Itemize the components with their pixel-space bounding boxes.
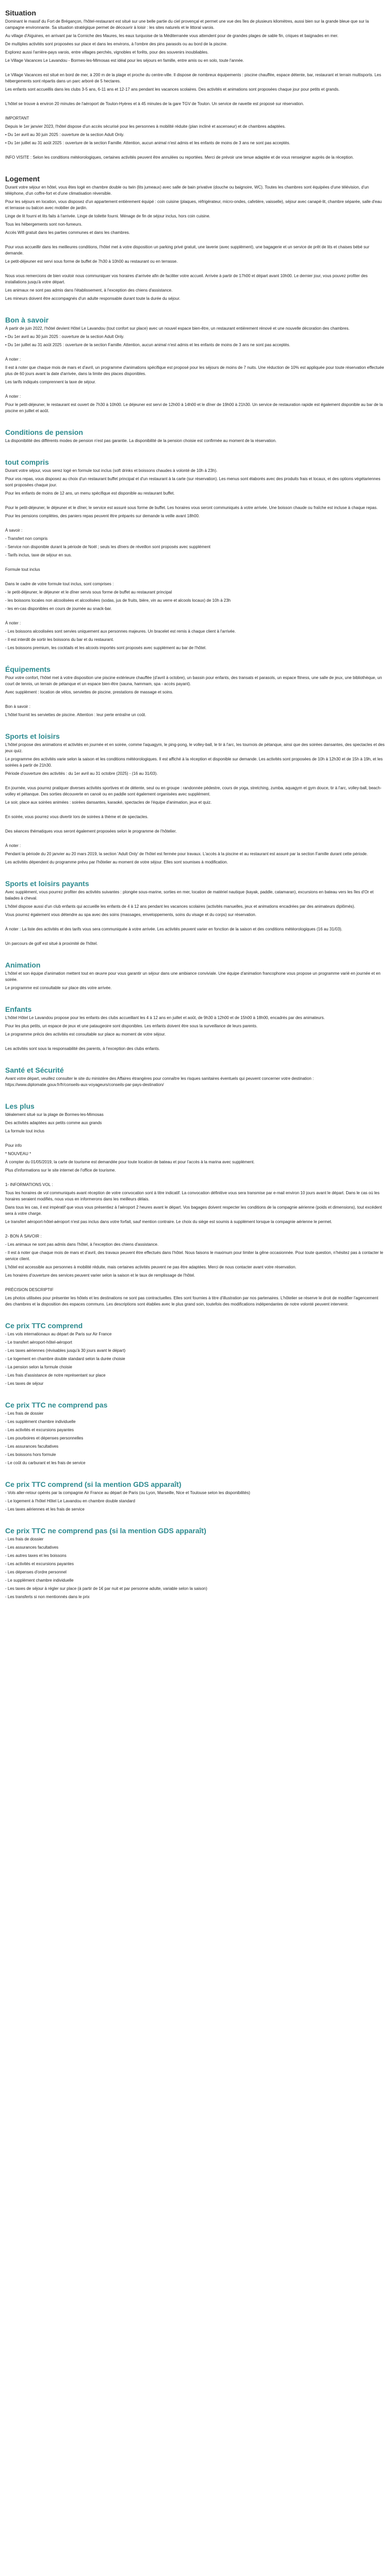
paragraph: À noter :: [5, 843, 21, 848]
paragraph: - Les supplément chambre individuelle: [5, 1419, 76, 1424]
paragraph: Pour les séjours en location, vous disposez d'un appartement entièrement équipé : coin cuisine (plaques, réfrigérateur, micro-ondes, cafetière, vaisselle), séjour avec canapé-lit, chambre séparée, salle d'eau et terrasse ou balcon avec mobilier de jardin.: [5, 199, 382, 210]
paragraph: Le petit-déjeuner est servi sous forme de buffet de 7h30 à 10h00 au restaurant ou en terrasse.: [5, 259, 178, 264]
paragraph: Pour vos repas, vous disposez au choix d'un restaurant buffet principal et d'un restaurant à la carte (sur réservation). Les menus sont élaborés avec des produits frais et locaux, et des options végétariennes sont proposées chaque jour.: [5, 477, 381, 487]
paragraph: Les activités sont sous la responsabilité des parents, à l'exception des clubs enfants.: [5, 1046, 160, 1051]
paragraph: - Transfert non compris: [5, 536, 48, 541]
spacer: [5, 1602, 386, 1608]
spacer: [5, 1389, 386, 1395]
section-5: [5, 174, 386, 244]
paragraph: - Les taxes aériennes et les frais de service: [5, 1507, 85, 1512]
section-17: [5, 620, 386, 659]
paragraph: - Les animaux ne sont pas admis dans l'hôtel, à l'exception des chiens d'assistance.: [5, 1242, 159, 1247]
section-title: Ce prix TTC comprend (si la mention GDS apparaît): [5, 1480, 182, 1488]
paragraph: Dans le cadre de votre formule tout inclus, sont comprises :: [5, 582, 114, 586]
paragraph: - Les boissons premium, les cocktails et les alcools importés sont proposés avec supplément au bar de l'hôtel.: [5, 646, 207, 650]
spacer: [5, 720, 386, 726]
paragraph: - Les taxes aériennes (révisables jusqu'à 30 jours avant le départ): [5, 1348, 126, 1353]
paragraph: • Du 1er juillet au 31 août 2025 : ouverture de la section Famille. Attention, aucun animal n'est admis et les enfants de moins de 3 ans ne sont pas acceptés.: [5, 141, 290, 145]
spacer: [5, 1137, 386, 1143]
paragraph: Vous pourrez également vous détendre au spa avec des soins (massages, enveloppements, soins du visage et du corps) sur réservation.: [5, 912, 256, 917]
paragraph: Pour le petit-déjeuner, le déjeuner et le dîner, le service est assuré sous forme de buffet. Les horaires vous seront communiqués à votre arrivée. Une boisson chaude ou fraîche est incluse à chaque repas.: [5, 505, 378, 510]
paragraph: À compter du 01/05/2019, la carte de tourisme est demandée pour toute location de bateau et pour l'accès à la marina avec supplément.: [5, 1160, 255, 1164]
paragraph: - Les assurances facultatives: [5, 1444, 59, 1449]
section-title: Conditions de pension: [5, 428, 83, 436]
section-35: [5, 1233, 386, 1287]
paragraph: - Les taxes de séjour: [5, 1381, 44, 1386]
spacer: [5, 561, 386, 567]
section-12: [5, 457, 386, 505]
spacer: [5, 446, 386, 452]
paragraph: À noter :: [5, 357, 21, 362]
paragraph: Les activités dépendent du programme prévu par l'hôtelier au moment de votre séjour. Elles sont soumises à modification.: [5, 860, 228, 865]
section-title: Santé et Sécurité: [5, 1066, 64, 1074]
paragraph: Les horaires d'ouverture des services peuvent varier selon la saison et le taux de remplissage de l'hôtel.: [5, 1273, 196, 1278]
spacer: [5, 779, 386, 785]
spacer: [5, 499, 386, 505]
section-15: [5, 567, 386, 581]
paragraph: À noter :: [5, 394, 21, 399]
section-title: Les plus: [5, 1102, 35, 1110]
paragraph: À noter : La liste des activités et des tarifs vous sera communiquée à votre arrivée. Les activités peuvent varier en fonction de la saison et des conditions météorologiques (16 au 31/03).: [5, 927, 343, 931]
paragraph: - Les boissons alcoolisées sont servies uniquement aux personnes majeures. Un bracelet est remis à chaque client à l'arrivée.: [5, 629, 236, 634]
paragraph: - Les taxes de séjour à régler sur place (à partir de 1€ par nuit et par personne adulte, variable selon la saison): [5, 1586, 207, 1591]
paragraph: IMPORTANT: [5, 116, 29, 121]
paragraph: - Les frais d'assistance de notre représentant sur place: [5, 1373, 106, 1378]
paragraph: - Les transferts si non mentionnés dans le prix: [5, 1595, 90, 1599]
paragraph: Dominant le massif du Fort de Brégançon, l'hôtel-restaurant est situé sur une belle partie du ciel provençal et permet une vue des îles de plusieurs kilomètres, aussi bien sur la grande bleue que sur la campagne environnante. Sa situation stratégique permet de découvrir à loisir : les sites naturels et le littoral varois.: [5, 19, 369, 30]
paragraph: Le programme précis des activités est consultable sur place au moment de votre séjour.: [5, 1032, 166, 1037]
paragraph: Pour les pensions complètes, des paniers repas peuvent être préparés sur demande la veille avant 18h00.: [5, 514, 200, 518]
paragraph: 1- INFORMATIONS VOL :: [5, 1182, 53, 1187]
section-36: [5, 1287, 386, 1316]
paragraph: Les animaux ne sont pas admis dans l'établissement, à l'exception des chiens d'assistance.: [5, 288, 173, 293]
spacer: [5, 1281, 386, 1287]
paragraph: - Les frais de dossier: [5, 1411, 44, 1416]
spacer: [5, 1054, 386, 1060]
paragraph: En journée, vous pourrez pratiquer diverses activités sportives et de détente, seul ou en groupe : randonnée pédestre, cours de yoga, stretching, zumba, aquagym et gym douce, tir à l'arc, volley-ball, beach-volley et pétanque. Des sorties découverte en canoë ou en paddle sont également organisées avec supplément.: [5, 786, 382, 796]
spacer: [5, 304, 386, 310]
paragraph: Des séances thématiques vous seront également proposées selon le programme de l'hôtelier.: [5, 829, 177, 834]
paragraph: L'hôtel propose des animations et activités en journée et en soirée, comme l'aquagym, le ping-pong, le volley-ball, le tir à l'arc, les tournois de pétanque, ainsi que des soirées dansantes, des spectacles et des jeux quiz.: [5, 742, 385, 753]
section-20: [5, 732, 386, 785]
section-title: Animation: [5, 961, 41, 969]
paragraph: Durant votre séjour, vous serez logé en formule tout inclus (soft drinks et boissons chaudes à volonté de 10h à 23h).: [5, 468, 218, 473]
spacer: [5, 1468, 386, 1475]
paragraph: Au village d'Aiguines, en arrivant par la Corniche des Maures, les eaux turquoise de la Méditerranée vous attendent pour de grandes plages de sable fin, criques et baignades en mer.: [5, 33, 338, 38]
spacer: [5, 920, 386, 926]
paragraph: - Les boissons hors formule: [5, 1452, 56, 1457]
spacer: [5, 614, 386, 620]
section-33: [5, 1143, 386, 1182]
section-39: [5, 1480, 386, 1521]
paragraph: Pour les enfants de moins de 12 ans, un menu spécifique est disponible au restaurant buffet.: [5, 491, 175, 496]
section-11: [5, 428, 386, 452]
paragraph: - Les autres taxes et les boissons: [5, 1553, 67, 1558]
paragraph: De multiples activités sont proposées sur place et dans les environs, à l'ombre des pins parasols ou au bord de la piscine.: [5, 42, 228, 46]
paragraph: L'hôtel dispose aussi d'un club enfants qui accueille les enfants de 4 à 12 ans pendant les vacances scolaires (activités manuelles, jeux et animations encadrées par des animateurs diplômés).: [5, 904, 355, 909]
section-31: [5, 1065, 386, 1096]
paragraph: - les boissons locales non alcoolisées et alcoolisées (sodas, jus de fruits, bière, vin au verre et alcools locaux) de 10h à 23h: [5, 598, 231, 603]
spacer: [5, 163, 386, 169]
section-0: [5, 8, 386, 72]
paragraph: Les mineurs doivent être accompagnés d'un adulte responsable durant toute la durée du séjour.: [5, 296, 181, 301]
spacer: [5, 66, 386, 72]
paragraph: Bon à savoir :: [5, 704, 30, 709]
spacer: [5, 1176, 386, 1182]
section-30: [5, 1046, 386, 1060]
paragraph: Pour le petit-déjeuner, le restaurant est ouvert de 7h30 à 10h00. Le déjeuner est servi de 12h00 à 14h00 et le dîner de 19h00 à 21h30. Un service de restauration rapide est également disponible au bar de la piscine en juillet et août.: [5, 402, 383, 413]
paragraph: - Vols aller-retour opérés par la compagnie Air France au départ de Paris (ou Lyon, Marseille, Nice et Toulouse selon les disponibilités): [5, 1490, 250, 1495]
paragraph: L'hôtel se trouve à environ 20 minutes de l'aéroport de Toulon-Hyères et à 45 minutes de la gare TGV de Toulon. Un service de navette est proposé sur réservation.: [5, 101, 304, 106]
spacer: [5, 95, 386, 101]
section-title: Sports et loisirs: [5, 732, 60, 740]
spacer: [5, 1515, 386, 1521]
paragraph: - Service non disponible durant la période de Noël ; seuls les dîners de réveillon sont proposés avec supplément: [5, 545, 211, 549]
spacer: [5, 416, 386, 422]
paragraph: En soirée, vous pourrez vous divertir lors de soirées à thème et de spectacles.: [5, 815, 149, 819]
paragraph: - Les pourboires et dépenses personnelles: [5, 1436, 84, 1440]
paragraph: - Le transfert aéroport-hôtel-aéroport: [5, 1340, 72, 1345]
paragraph: INFO VISITE : Selon les conditions météorologiques, certaines activités peuvent être annulées ou reportées. Merci de prévoir une tenue adaptée et de vous renseigner auprès de la réception.: [5, 155, 354, 160]
paragraph: L'hôtel est accessible aux personnes à mobilité réduite, mais certaines activités peuvent ne pas être adaptées. Merci de nous contacter avant votre réservation.: [5, 1265, 297, 1269]
section-14: [5, 528, 386, 567]
section-title: Situation: [5, 9, 36, 17]
paragraph: Avec supplément : location de vélos, serviettes de piscine, prestations de massage et soins.: [5, 690, 173, 694]
section-22: [5, 814, 386, 828]
paragraph: Des activités adaptées aux petits comme aux grands: [5, 1121, 102, 1125]
section-9: [5, 357, 386, 394]
paragraph: Les photos utilisées pour présenter les hôtels et les destinations ne sont pas contractuelles. Elles sont fournies à titre d'illustration par nos partenaires. L'hôtelier se réserve le droit de modifier l'agencement des chambres et la disposition des espaces communs. Les descriptions sont établies avec le plus grand soin, toutefois des modifications indépendantes de notre volonté peuvent intervenir.: [5, 1296, 379, 1307]
paragraph: À savoir :: [5, 528, 23, 533]
paragraph: Il est à noter que chaque mois de mars et d'avril, un programme d'animations spécifique est proposé pour les séjours de moins de 7 nuits. Une réduction de 10% est appliquée pour toute réservation effectuée plus de 60 jours avant la date d'arrivée, dans la limite des places disponibles.: [5, 365, 384, 376]
section-29: [5, 1005, 386, 1046]
paragraph: Avec supplément, vous pourrez profiter des activités suivantes : plongée sous-marine, sorties en mer, location de matériel nautique (kayak, paddle, catamaran), excursions en bateau vers les îles d'Or et balades à cheval.: [5, 890, 374, 901]
paragraph: À partir de juin 2022, l'hôtel devient Hôtel Le Lavandou (tout confort sur place) avec un nouvel espace bien-être, un restaurant entièrement rénové et une nouvelle décoration des chambres.: [5, 326, 350, 331]
paragraph: Plus d'informations sur le site internet de l'office de tourisme.: [5, 1168, 116, 1173]
paragraph: Idéalement situé sur la plage de Bormes-les-Mimosas: [5, 1112, 104, 1117]
spacer: [5, 822, 386, 828]
section-10: [5, 394, 386, 422]
paragraph: - le petit-déjeuner, le déjeuner et le dîner servis sous forme de buffet au restaurant principal: [5, 590, 172, 595]
section-24: [5, 843, 386, 874]
section-title: Logement: [5, 175, 40, 183]
spacer: [5, 521, 386, 528]
section-13: [5, 505, 386, 528]
paragraph: Un parcours de golf est situé à proximité de l'hôtel.: [5, 941, 98, 946]
paragraph: L'hôtel fournit les serviettes de piscine. Attention : leur perte entraîne un coût.: [5, 713, 146, 717]
spacer: [5, 1227, 386, 1233]
section-16: [5, 581, 386, 620]
section-18: [5, 665, 386, 704]
paragraph: Le Village Vacances Le Lavandou - Bormes-les-Mimosas est idéal pour les séjours en famille, entre amis ou en solo, toute l'année.: [5, 58, 244, 63]
paragraph: Durant votre séjour en hôtel, vous êtes logé en chambre double ou twin (lits jumeaux) avec salle de bain privative (douche ou baignoire, WC). Toutes les chambres sont équipées d'une télévision, d'un téléphone, d'un coffre-fort et d'une climatisation réversible.: [5, 185, 369, 196]
section-title: Ce prix TTC ne comprend pas (si la mention GDS apparaît): [5, 1527, 206, 1535]
paragraph: - Les vols internationaux au départ de Paris sur Air France: [5, 1332, 112, 1336]
section-37: [5, 1321, 386, 1395]
spacer: [5, 949, 386, 955]
paragraph: • Du 1er avril au 30 juin 2025 : ouverture de la section Adult Only.: [5, 132, 124, 137]
paragraph: - Les activités et excursions payantes: [5, 1562, 74, 1566]
paragraph: Le transfert aéroport-hôtel-aéroport n'est pas inclus dans votre forfait, sauf mention contraire. Le choix du siège est soumis à supplément lorsque la compagnie aérienne le permet.: [5, 1219, 332, 1224]
paragraph: Le programme des activités varie selon la saison et les conditions météorologiques. Il est affiché à la réception et disponible sur demande. Les activités sont proposées de 10h à 12h30 et de 15h à 19h, et les soirées à partir de 21h30.: [5, 757, 383, 768]
paragraph: Explorez aussi l'arrière-pays varois, entre villages perchés, vignobles et forêts, pour des souvenirs inoubliables.: [5, 50, 209, 55]
paragraph: - La pension selon la formule choisie: [5, 1365, 72, 1369]
spacer: [5, 267, 386, 273]
paragraph: PRÉCISION DESCRIPTIF: [5, 1287, 54, 1292]
paragraph: L'hôtel Hôtel Le Lavandou propose pour les enfants des clubs accueillant les 4 à 12 ans en juillet et août, de 9h30 à 12h00 et de 15h00 à 18h00, encadrés par des animateurs.: [5, 1015, 325, 1020]
paragraph: Dans tous les cas, il est impératif que vous vous présentiez à l'aéroport 2 heures avant le départ. Vos bagages doivent respecter les conditions de la compagnie aérienne (poids et dimensions), tout excédent sera à votre charge.: [5, 1205, 382, 1216]
paragraph: Nous vous remercions de bien vouloir nous communiquer vos horaires d'arrivée afin de faciliter votre accueil. Arrivée à partir de 17h00 et départ avant 10h00. Le dernier jour, vous pouvez profiter des installations jusqu'à votre départ.: [5, 274, 368, 284]
paragraph: L'hôtel et son équipe d'animation mettent tout en œuvre pour vous garantir un séjour dans une ambiance conviviale. Une équipe d'animation francophone vous propose un programme varié en journée et en soirée.: [5, 971, 381, 982]
paragraph: • Du 1er avril au 30 juin 2025 : ouverture de la section Adult Only.: [5, 334, 124, 339]
paragraph: - Les assurances facultatives: [5, 1545, 59, 1550]
section-title: Sports et loisirs payants: [5, 879, 89, 888]
paragraph: Pour les plus petits, un espace de jeux et une pataugeoire sont disponibles. Les enfants doivent être sous la surveillance de leurs parents.: [5, 1024, 258, 1028]
paragraph: - Le logement à l'hôtel Hôtel Le Lavandou en chambre double standard: [5, 1499, 135, 1503]
spacer: [5, 808, 386, 814]
spacer: [5, 698, 386, 704]
paragraph: - Il est interdit de sortir les boissons du bar et du restaurant.: [5, 637, 114, 642]
spacer: [5, 387, 386, 394]
section-21: [5, 785, 386, 814]
spacer: [5, 653, 386, 659]
section-8: [5, 315, 386, 357]
spacer: [5, 993, 386, 999]
paragraph: - Le logement en chambre double standard selon la durée choisie: [5, 1357, 125, 1361]
section-1: [5, 72, 386, 101]
section-25: [5, 879, 386, 926]
section-title: Ce prix TTC ne comprend pas: [5, 1401, 108, 1409]
paragraph: Accès Wifi gratuit dans les parties communes et dans les chambres.: [5, 230, 130, 235]
paragraph: La formule tout inclus: [5, 1129, 45, 1133]
section-34: [5, 1182, 386, 1233]
paragraph: • Du 1er juillet au 31 août 2025 : ouverture de la section Famille. Attention, aucun animal n'est admis et les enfants de moins de 3 ans ne sont pas acceptés.: [5, 343, 290, 347]
paragraph: Les enfants sont accueillis dans les clubs 3-5 ans, 6-11 ans et 12-17 ans pendant les vacances scolaires. Des activités et animations sont proposées chaque jour pour petits et grands.: [5, 87, 340, 92]
paragraph: Pour info: [5, 1143, 22, 1148]
section-6: [5, 244, 386, 273]
section-19: [5, 704, 386, 726]
paragraph: Le Village Vacances est situé en bord de mer, à 200 m de la plage et proche du centre-ville. Il dispose de nombreux équipements : piscine chauffée, espace détente, bar, restaurant et terrain multisports. Les hébergements sont répartis dans un parc arboré de 5 hectares.: [5, 73, 381, 83]
spacer: [5, 1040, 386, 1046]
paragraph: * NOUVEAU *: [5, 1151, 31, 1156]
spacer: [5, 109, 386, 115]
section-title: tout compris: [5, 458, 49, 466]
section-27: [5, 941, 386, 955]
spacer: [5, 350, 386, 357]
paragraph: Avant votre départ, veuillez consulter le site du ministère des Affaires étrangères pour connaître les risques sanitaires éventuels qui peuvent concerner votre destination : https://www.diplomatie.gouv.fr/fr/conseils-aux-voyageurs/conseils-par-pays-destination/: [5, 1076, 314, 1087]
spacer: [5, 935, 386, 941]
paragraph: La disponibilité des différents modes de pension n'est pas garantie. La disponibilité de la pension choisie est confirmée au moment de la réservation.: [5, 438, 277, 443]
section-40: [5, 1526, 386, 1608]
paragraph: Pour votre confort, l'hôtel met à votre disposition une piscine extérieure chauffée (d'avril à octobre), un bassin pour enfants, des transats et parasols, un espace fitness, une salle de jeux, une bibliothèque, un court de tennis, un terrain de pétanque et un espace bien-être (sauna, hammam, spa - accès payant).: [5, 675, 382, 686]
spacer: [5, 837, 386, 843]
section-4: [5, 155, 386, 169]
section-38: [5, 1400, 386, 1475]
paragraph: Depuis le 1er janvier 2023, l'hôtel dispose d'un accès sécurisé pour les personnes à mobilité réduite (plan incliné et ascenseur) et de chambres adaptées.: [5, 124, 286, 129]
spacer: [5, 868, 386, 874]
paragraph: - les en-cas disponibles en cours de journée au snack-bar.: [5, 606, 112, 611]
paragraph: Période d'ouverture des activités : du 1er avril au 31 octobre (2025) - (16 au 31/03).: [5, 771, 158, 776]
paragraph: Pour vous accueillir dans les meilleures conditions, l'hôtel met à votre disposition un parking privé gratuit, une laverie (avec supplément), une bagagerie et un service de prêt de lits et chaises bébé sur demande.: [5, 245, 369, 256]
section-title: Équipements: [5, 665, 51, 673]
paragraph: - Le coût du carburant et les frais de service: [5, 1461, 86, 1465]
section-32: [5, 1101, 386, 1143]
section-23: [5, 828, 386, 843]
paragraph: À noter :: [5, 621, 21, 625]
paragraph: Tous les hébergements sont non-fumeurs.: [5, 222, 83, 227]
paragraph: - Les dépenses d'ordre personnel: [5, 1570, 67, 1574]
section-3: [5, 115, 386, 155]
paragraph: Linge de lit fourni et lits faits à l'arrivée. Linge de toilette fourni. Ménage de fin de séjour inclus, hors coin cuisine.: [5, 214, 210, 218]
section-2: [5, 101, 386, 115]
paragraph: Formule tout inclus: [5, 567, 40, 572]
spacer: [5, 238, 386, 244]
paragraph: Le programme est consultable sur place dès votre arrivée.: [5, 986, 112, 990]
section-26: [5, 926, 386, 941]
paragraph: Le soir, place aux soirées animées : soirées dansantes, karaoké, spectacles de l'équipe d'animation, jeux et quiz.: [5, 800, 212, 805]
spacer: [5, 148, 386, 155]
paragraph: - Les frais de dossier: [5, 1537, 44, 1541]
spacer: [5, 1090, 386, 1096]
paragraph: - Tarifs inclus, taxe de séjour en sus.: [5, 553, 72, 557]
paragraph: - Le supplément chambre individuelle: [5, 1578, 74, 1583]
section-title: Ce prix TTC comprend: [5, 1321, 83, 1330]
section-28: [5, 960, 386, 999]
paragraph: Pendant la période du 20 janvier au 20 mars 2019, la section 'Adult Only' de l'hôtel est fermée pour travaux. L'accès à la piscine et au restaurant est assuré par la section Famille durant cette période.: [5, 852, 368, 856]
spacer: [5, 575, 386, 581]
paragraph: 2- BON À SAVOIR :: [5, 1234, 42, 1239]
section-7: [5, 273, 386, 310]
paragraph: Les tarifs indiqués comprennent la taxe de séjour.: [5, 380, 96, 384]
section-title: Enfants: [5, 1005, 32, 1013]
section-title: Bon à savoir: [5, 316, 49, 324]
paragraph: - Il est à noter que chaque mois de mars et d'avril, des travaux peuvent être effectués dans l'hôtel. Nous faisons le maximum pour limiter la gêne occasionnée. Pour toute question, n'hésitez pas à contacter le service client.: [5, 1250, 383, 1261]
paragraph: - Les activités et excursions payantes: [5, 1428, 74, 1432]
spacer: [5, 1310, 386, 1316]
paragraph: Tous les horaires de vol communiqués avant réception de votre convocation sont à titre indicatif. La convocation définitive vous sera transmise par e-mail environ 10 jours avant le départ. Dans le cas où les horaires seraient modifiés, nous vous en informerons dans les meilleurs délais.: [5, 1191, 380, 1201]
